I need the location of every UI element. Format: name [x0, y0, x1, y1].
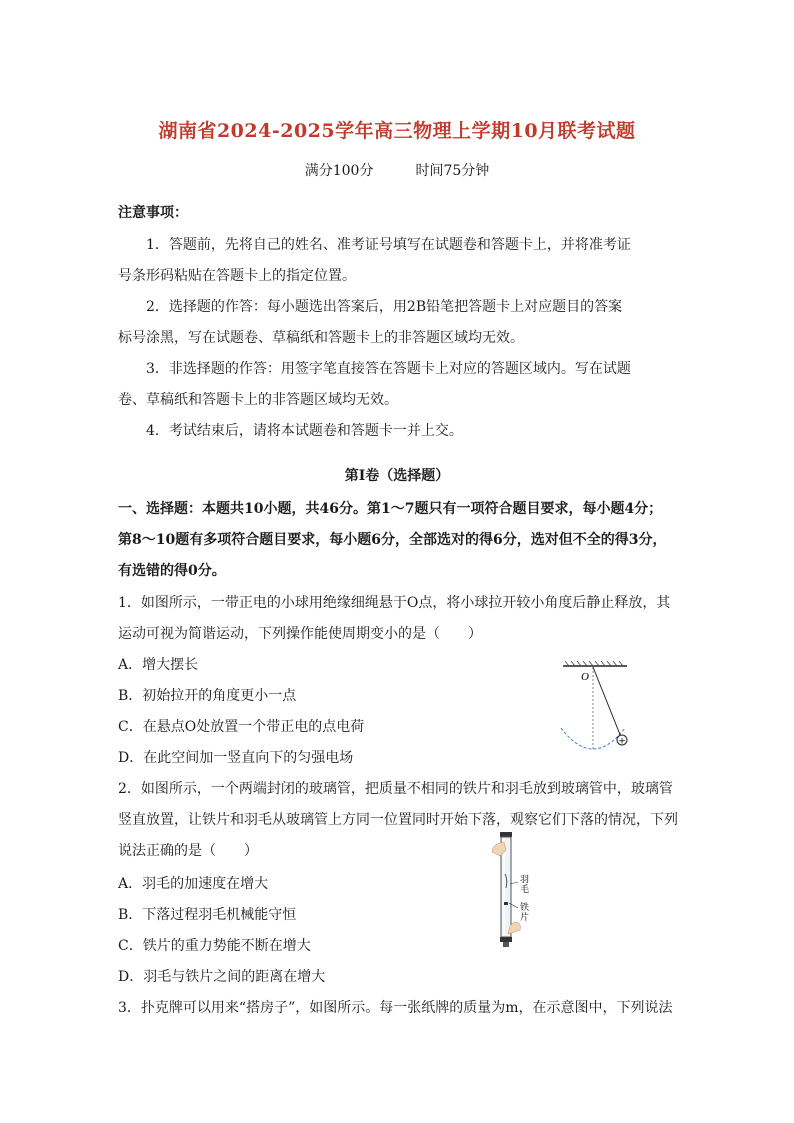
- iron-piece: [504, 902, 508, 905]
- notice-line: 2．选择题的作答：每小题选出答案后，用2B铅笔把答题卡上对应题目的答案: [146, 299, 623, 315]
- point-o-label: O: [581, 671, 589, 683]
- tube-bottom-cap: [500, 937, 512, 942]
- glass-tube-figure: [480, 830, 550, 950]
- notice-line: 3．非选择题的作答：用签字笔直接答在答题卡上对应的答题区域内。写在试题: [146, 361, 631, 377]
- question-2-stem: 竖直放置，让铁片和羽毛从玻璃管上方同一位置同时开始下落，观察它们下落的情况，下列: [118, 812, 678, 828]
- question-2-option-b: B．下落过程羽毛机械能守恒: [118, 907, 297, 923]
- question-1-option-b: B．初始拉开的角度更小一点: [118, 688, 297, 704]
- notice-line: 卷、草稿纸和答题卡上的非答题区域均无效。: [118, 392, 398, 408]
- notice-line: 1．答题前，先将自己的姓名、准考证号填写在试题卷和答题卡上，并将准考证: [146, 237, 631, 253]
- notice-heading: 注意事项：: [118, 205, 188, 221]
- iron-label: 片: [520, 913, 530, 923]
- pendulum-string: [593, 667, 621, 737]
- section-instruction: 第8～10题有多项符合题目要求，每小题6分，全部选对的得6分，选对但不全的得3分，: [118, 532, 667, 548]
- full-score: 满分100分: [304, 163, 374, 179]
- section-instruction: 有选错的得0分。: [118, 563, 226, 579]
- time-limit: 时间75分钟: [415, 163, 490, 179]
- question-1-option-d: D．在此空间加一竖直向下的匀强电场: [118, 750, 354, 766]
- feather-label: 毛: [520, 885, 530, 895]
- notice-line: 号条形码粘贴在答题卡上的指定位置。: [118, 268, 356, 284]
- question-2-stem: 说法正确的是（ ）: [118, 843, 258, 859]
- notice-line: 4．考试结束后，请将本试题卷和答题卡一并上交。: [146, 423, 463, 439]
- question-1-stem: 1．如图所示，一带正电的小球用绝缘细绳悬于O点，将小球拉开较小角度后静止释放，其: [118, 595, 671, 611]
- question-1-option-a: A．增大摆长: [118, 657, 199, 673]
- tube-valve: [503, 942, 509, 947]
- question-1-stem: 运动可视为简谐运动，下列操作能使周期变小的是（ ）: [118, 626, 482, 642]
- section-instruction: 一、选择题：本题共10小题，共46分。第1～7题只有一项符合题目要求，每小题4分；: [118, 501, 663, 517]
- question-2-option-d: D．羽毛与铁片之间的距离在增大: [118, 969, 326, 985]
- iron-label: 铁: [520, 903, 530, 913]
- exam-info: [0, 160, 794, 180]
- tube-top-cap: [500, 832, 512, 837]
- question-2-stem: 2．如图所示，一个两端封闭的玻璃管，把质量不相同的铁片和羽毛放到玻璃管中，玻璃管: [118, 781, 673, 797]
- pendulum-figure: [555, 658, 645, 758]
- question-2-option-a: A．羽毛的加速度在增大: [118, 876, 269, 892]
- question-1-option-c: C．在悬点O处放置一个带正电的点电荷: [118, 719, 365, 735]
- page-title: 湖南省2024-2025学年高三物理上学期10月联考试题: [158, 120, 636, 142]
- feather-label: 羽: [520, 875, 530, 885]
- part-title: 第Ⅰ卷（选择题）: [344, 468, 450, 484]
- plus-sign: +: [618, 736, 626, 747]
- notice-line: 标号涂黑，写在试题卷、草稿纸和答题卡上的非答题区域均无效。: [118, 330, 524, 346]
- question-3-stem: 3．扑克牌可以用来“搭房子”，如图所示。每一张纸牌的质量为m，在示意图中，下列说法: [118, 1000, 673, 1016]
- question-2-option-c: C．铁片的重力势能不断在增大: [118, 938, 311, 954]
